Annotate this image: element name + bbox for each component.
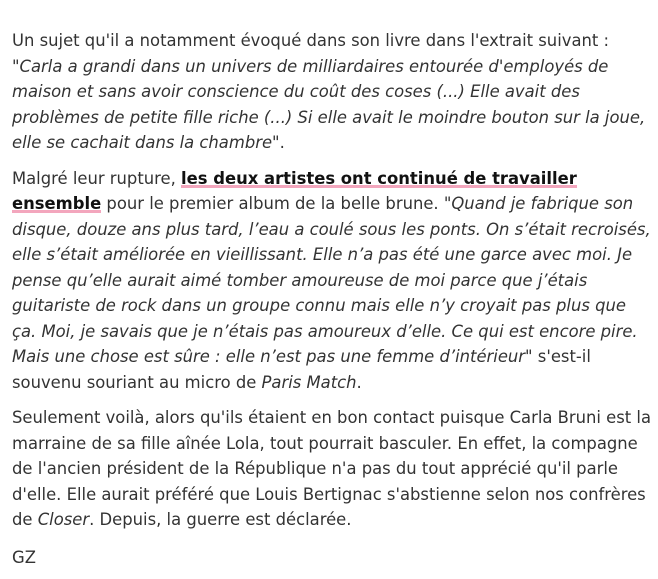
paragraph-conflict: [12, 405, 654, 533]
excerpt-end: .: [279, 133, 285, 152]
collab-start: Malgré leur rupture,: [12, 168, 182, 188]
collab-quote: Quand je fabrique son disque, douze ans plus tard, l’eau a coulé sous les ponts. On s’était recroisés, elle s’était améliorée en vieillissant. Elle n’a pas été une garce avec moi. Je pense qu’elle aurait aimé tomber amoureuse de moi parce que j’étais guitariste de rock dans un groupe connu mais elle n’y croyait pas plus que ça. Moi, je savais que je n’étais pas amoureux d’elle. Ce qui est encore pire. Mais une chose est sûre : elle n’est pas une femme d’intérieur: [12, 194, 651, 366]
source-closer: Closer: [37, 510, 90, 529]
excerpt-colon: :: [598, 31, 610, 50]
collab-after: " s'est-il souvenu souriant au micro de: [12, 347, 591, 392]
collab-end: .: [356, 372, 362, 392]
conflict-text: Seulement voilà, alors qu'ils étaient en bon contact puisque Carla Bruni est la marraine de sa fille aînée Lola, tout pourrait basculer. En effet, la compagne de l'ancien président de la République n'a pas du tout apprécié qu'il parle d'elle. Elle aurait préféré que Louis Bertignac s'abstienne selon nos confrères de: [12, 408, 652, 529]
source-paris-match: Paris Match: [261, 372, 357, 392]
paragraph-book-excerpt: [12, 28, 654, 156]
article-body: [12, 28, 654, 579]
excerpt-intro: Un sujet qu'il a notamment évoqué dans son livre dans l'extrait suivant: [12, 31, 599, 50]
excerpt-quote: "Carla a grandi dans un univers de milliardaires entourée d'employés de maison et sans avoir conscience du coût des coses (...) Elle avait des problèmes de petite fille riche (...) Si elle avait le moindre bouton sur la joue, elle se cachait dans la chambre": [12, 56, 646, 152]
author-signature: GZ: [12, 547, 36, 567]
highlight-link[interactable]: les deux artistes ont continué de travailler ensemble: [12, 168, 577, 213]
collab-mid: pour le premier album de la belle brune. ": [101, 194, 452, 213]
paragraph-collaboration: [12, 166, 654, 396]
conflict-end: . Depuis, la guerre est déclarée.: [89, 510, 352, 529]
